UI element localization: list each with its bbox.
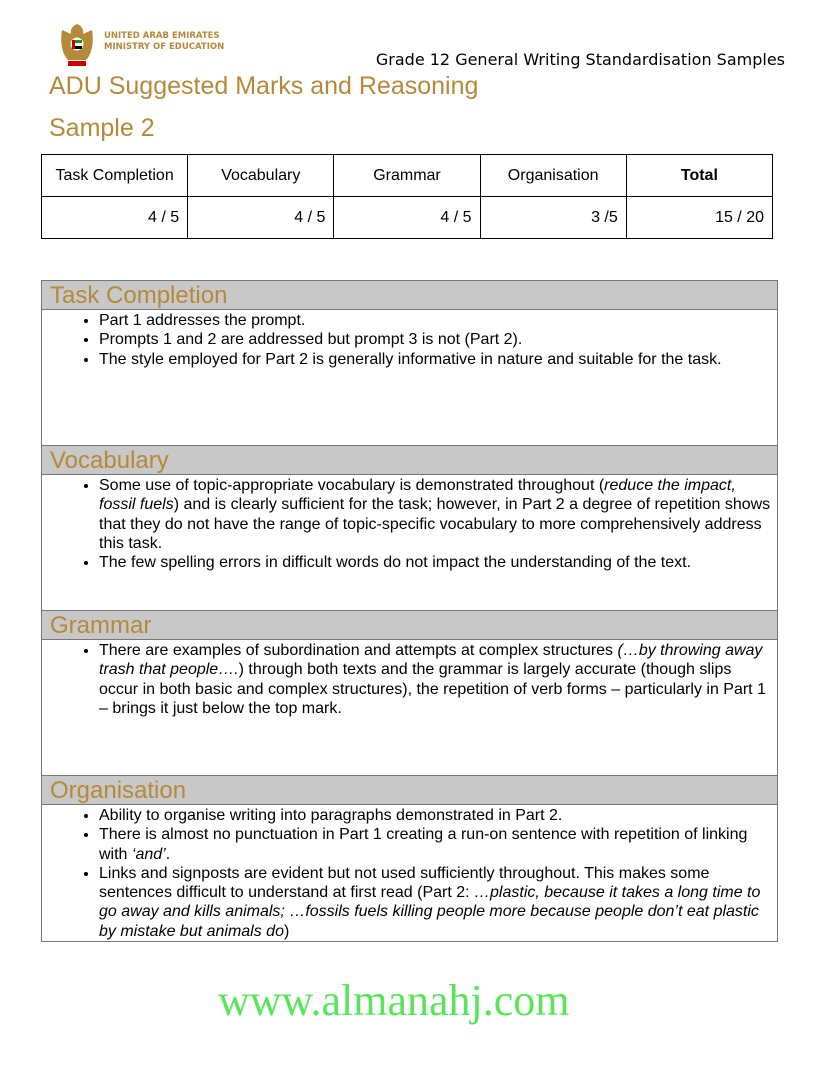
text-segment: ) and is clearly sufficient for the task; however, in Part 2 a degree of repetition shows that they do not have the range of topic-specific vocabulary to more comprehensively address this task. [99,496,771,552]
mark-total: 15 / 20 [626,197,772,239]
section-grammar [42,611,777,776]
text-segment: Prompts 1 and 2 are addressed but prompt 3 is not (Part 2). [99,331,523,349]
bullet-item [99,806,771,825]
italic-quote: (…by throwing away trash that people…. [99,642,763,679]
text-segment: Ability to organise writing into paragraphs demonstrated in Part 2. [99,807,563,824]
bullet-list [42,475,777,572]
bullet-item [99,825,771,864]
marks-values-row [42,197,773,239]
text-segment: Part 1 addresses the prompt. [99,312,306,329]
org-line-2: MINISTRY OF EDUCATION [104,42,225,52]
section-heading: Organisation [42,776,777,805]
text-segment: ) through both texts and the grammar is largely accurate (though slips occur in both basic and complex structures), the repetition of verb forms – particularly in Part 1 – brings it just below the top mark. [99,661,766,717]
uae-emblem-logo [58,22,96,68]
bullet-item [99,311,771,330]
header-task-completion: Task Completion [42,155,188,197]
org-line-1: UNITED ARAB EMIRATES [104,31,220,41]
text-segment: Some use of topic-appropriate vocabulary is demonstrated throughout ( [99,477,605,494]
watermark: www.almanahj.com [218,976,570,1025]
section-body [42,640,777,776]
header-total: Total [626,155,772,197]
section-body [42,475,777,611]
text-segment: ) [283,922,290,940]
bullet-item [99,641,771,718]
section-heading: Task Completion [42,281,777,310]
section-task-completion [42,281,777,446]
section-vocabulary [42,446,777,611]
marks-table [41,154,773,239]
section-organisation [42,776,777,941]
marks-header-row [42,155,773,197]
mark-organisation: 3 /5 [480,197,626,239]
sample-title: Sample 2 [49,114,155,142]
header-organisation: Organisation [480,155,626,197]
bullet-item [99,330,771,349]
header-grammar: Grammar [334,155,480,197]
bullet-item [99,350,771,369]
bullet-list [42,310,777,369]
reasoning-sections [41,280,778,942]
italic-quote: ‘and’ [131,845,166,863]
text-segment: Links and signposts are evident but not used sufficiently throughout. This makes some sentences difficult to understand at first read (Part 2: [99,864,710,902]
italic-quote: reduce the impact, fossil fuels [99,477,736,514]
bullet-item [99,476,771,553]
page-title: ADU Suggested Marks and Reasoning [49,72,479,100]
document-title: Grade 12 General Writing Standardisation Samples [375,50,785,69]
text-segment: . [165,845,171,863]
mark-vocabulary: 4 / 5 [188,197,334,239]
text-segment: There are examples of subordination and attempts at complex structures [99,642,618,659]
text-segment: There is almost no punctuation in Part 1 creating a run-on sentence with repetition of linking with [99,826,748,863]
text-segment: The style employed for Part 2 is generally informative in nature and suitable for the task. [99,350,722,368]
ministry-name [104,31,224,53]
bullet-item [99,864,771,941]
section-heading: Vocabulary [42,446,777,475]
section-body [42,310,777,446]
text-segment: The few spelling errors in difficult words do not impact the understanding of the text. [99,554,692,572]
bullet-list [42,805,777,941]
mark-grammar: 4 / 5 [334,197,480,239]
header-vocabulary: Vocabulary [188,155,334,197]
bullet-item [99,553,771,572]
section-body [42,805,777,941]
bullet-list [42,640,777,718]
mark-task-completion: 4 / 5 [42,197,188,239]
italic-quote: …plastic, because it takes a long time to go away and kills animals; …fossils fuels killing people more because people don’t eat plastic by mistake but animals do [99,884,761,940]
section-heading: Grammar [42,611,777,640]
